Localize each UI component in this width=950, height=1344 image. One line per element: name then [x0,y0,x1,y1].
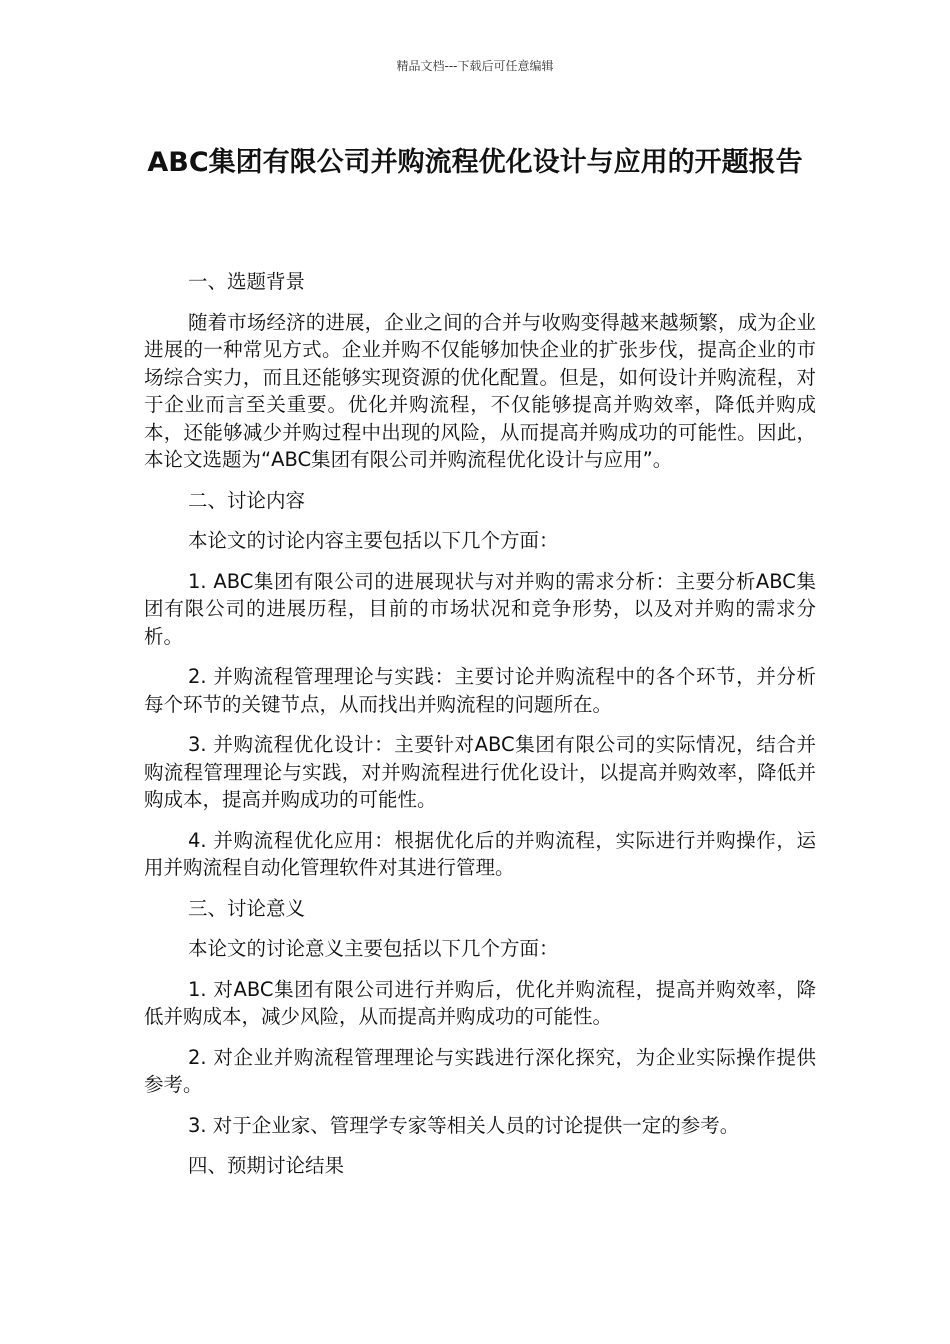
section-heading-expected-results: 四、预期讨论结果 [188,1154,345,1177]
section-heading-background: 一、选题背景 [188,270,306,293]
paragraph-content-item-4: 4. 并购流程优化应用：根据优化后的并购流程，实际进行并购操作，运用并购流程自动化管理软件对其进行管理。 [144,828,816,879]
paragraph-significance-item-3: 3. 对于企业家、管理学专家等相关人员的讨论提供一定的参考。 [188,1113,740,1137]
document-body [144,268,816,1180]
paragraph-content-item-2: 2. 并购流程管理理论与实践：主要讨论并购流程中的各个环节，并分析每个环节的关键节点，从而找出并购流程的问题所在。 [144,665,816,716]
paragraph-significance-item-2: 2. 对企业并购流程管理理论与实践进行深化探究，为企业实际操作提供参考。 [144,1045,816,1096]
section-heading-content: 二、讨论内容 [188,488,306,512]
header-note: 精品文档---下载后可任意编辑 [396,59,554,73]
paragraph-content-item-3: 3. 并购流程优化设计：主要针对ABC集团有限公司的实际情况，结合并购流程管理理论与实践，对并购流程进行优化设计，以提高并购效率，降低并购成本，提高并购成功的可能性。 [144,733,816,811]
paragraph-content-intro: 本论文的讨论内容主要包括以下几个方面： [188,529,559,552]
paragraph-background: 随着市场经济的进展，企业之间的合并与收购变得越来越频繁，成为企业进展的一种常见方式。企业并购不仅能够加快企业的扩张步伐，提高企业的市场综合实力，而且还能够实现资源的优化配置。但是，如何设计并购流程，对于企业而言至关重要。优化并购流程，不仅能够提高并购效率，降低并购成本，还能够减少并购过程中出现的风险，从而提高并购成功的可能性。因此，本论文选题为“ABC集团有限公司并购流程优化设计与应用”。 [144,310,816,471]
section-heading-significance: 三、讨论意义 [188,896,306,920]
paragraph-significance-intro: 本论文的讨论意义主要包括以下几个方面： [188,937,559,960]
document-title: ABC集团有限公司并购流程优化设计与应用的开题报告 [147,147,803,178]
paragraph-content-item-1: 1. ABC集团有限公司的进展现状与对并购的需求分析：主要分析ABC集团有限公司的进展历程，目前的市场状况和竞争形势，以及对并购的需求分析。 [144,569,816,648]
paragraph-significance-item-1: 1. 对ABC集团有限公司进行并购后，优化并购流程，提高并购效率，降低并购成本，减少风险，从而提高并购成功的可能性。 [144,977,816,1028]
